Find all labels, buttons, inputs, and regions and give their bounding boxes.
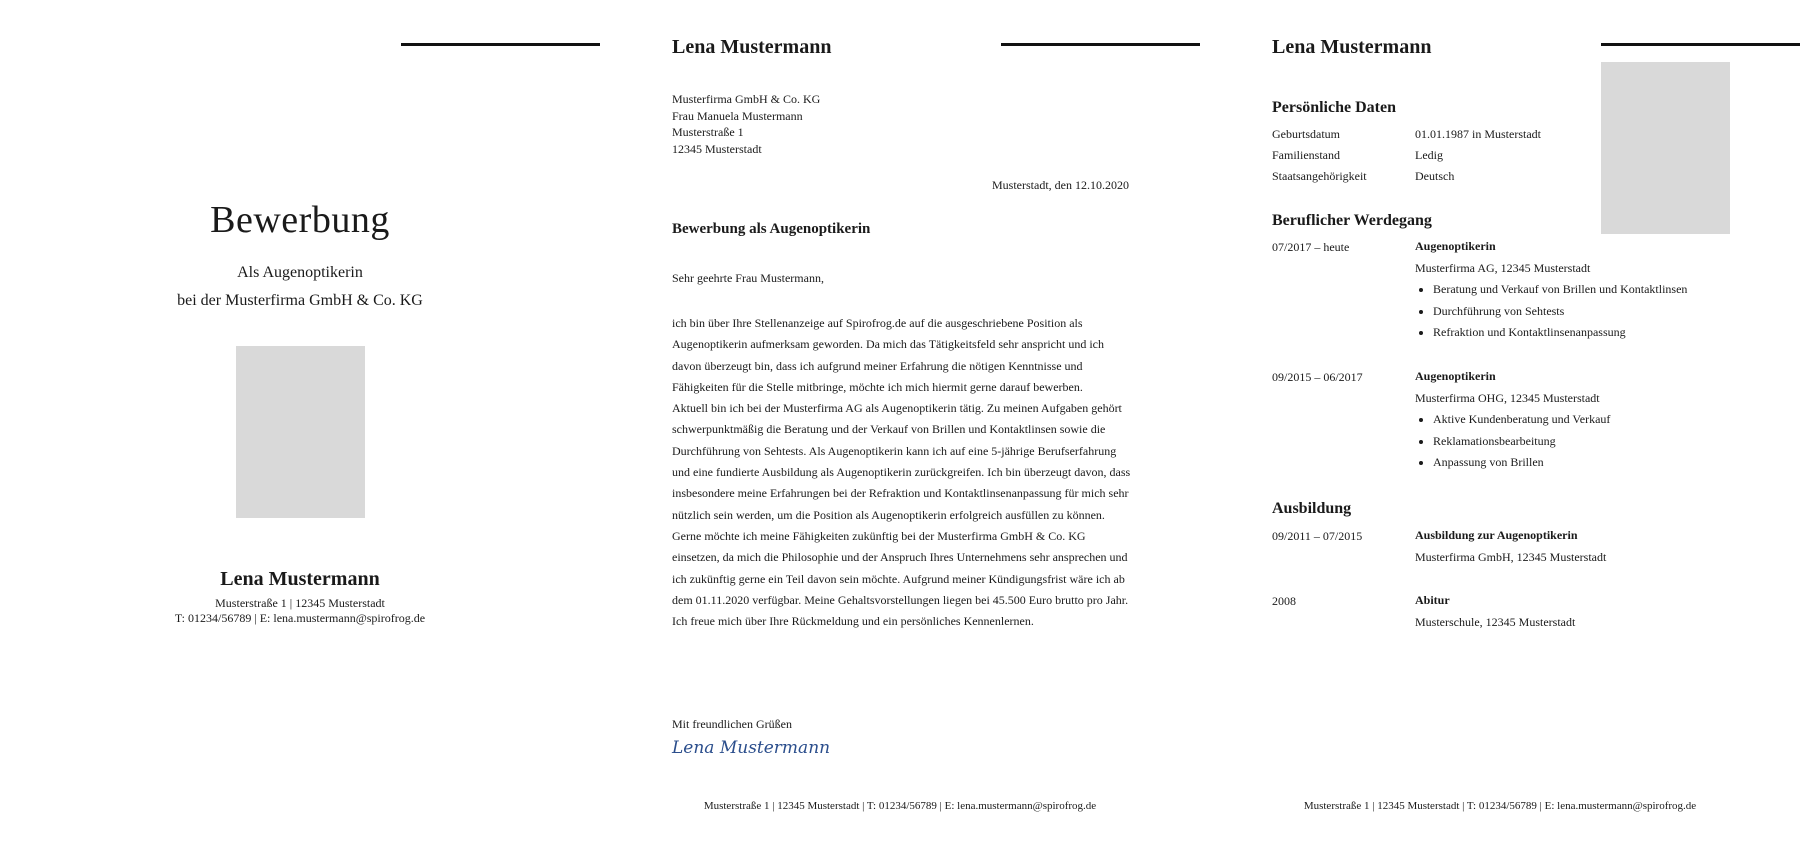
entry-detail — [1415, 590, 1735, 633]
letter-paragraph: ich bin über Ihre Stellenanzeige auf Spirofrog.de auf die ausgeschriebene Position als Augenoptikerin aufmerksam geworden. Da mich das Tätigkeitsfeld sehr anspricht und ich davon überzeugt bin, dass ich aufgrund meiner Erfahrung die nötigen Kenntnisse und Fähigkeiten für die Stelle mitbringe, möchte ich mich hiermit gerne darauf bewerben. — [672, 316, 1104, 394]
header-name: Lena Mustermann — [1272, 36, 1432, 58]
entry-company: Musterschule, 12345 Musterstadt — [1415, 614, 1576, 629]
cover-letter-page — [600, 0, 1200, 848]
recipient-line: Frau Manuela Mustermann — [672, 108, 803, 123]
cover-subtitle-position: Als Augenoptikerin — [237, 264, 363, 281]
entry-period: 07/2017 – heute — [1272, 240, 1350, 254]
letter-paragraph: Aktuell bin ich bei der Musterfirma AG als Augenoptikerin tätig. Zu meinen Aufgaben gehört schwerpunktmäßig die Beratung und der Verkauf von Brillen und Kontaktlinsen sowie die Durchführung von Sehtests. Als Augenoptikerin kann ich auf eine 5-jährige Berufserfahrung und eine fundierte Ausbildung als Augenoptikerin zurückgreifen. Ich bin überzeugt davon, dass insbesondere meine Erfahrungen bei der Refraktion und Kontaktlinsenanpassung für mich sehr nützlich sein werden, um die Position als Augenoptikerin erfolgreich ausfüllen zu können. — [672, 401, 1131, 522]
applicant-address: Musterstraße 1 | 12345 Musterstadt — [215, 596, 385, 610]
recipient-line: Musterstraße 1 — [672, 125, 744, 139]
entry-period: 09/2011 – 07/2015 — [1272, 529, 1363, 543]
entry-role: Abitur — [1415, 593, 1450, 607]
section-title-career: Beruflicher Werdegang — [1272, 212, 1432, 229]
applicant-name: Lena Mustermann — [220, 568, 380, 590]
task-item: • Durchführung von Sehtests — [1433, 301, 1735, 323]
recipient-line: 12345 Musterstadt — [672, 141, 762, 156]
section-title-education: Ausbildung — [1272, 500, 1352, 517]
row-value: 01.01.1987 in Musterstadt — [1415, 127, 1541, 141]
task-list — [1415, 279, 1735, 344]
entry-period: 09/2015 – 06/2017 — [1272, 370, 1363, 384]
letter-salutation: Sehr geehrte Frau Mustermann, — [672, 271, 824, 285]
entry-role: Augenoptikerin — [1415, 239, 1496, 253]
cover-page — [0, 0, 600, 848]
handwritten-signature: Lena Mustermann — [672, 738, 831, 758]
row-label: Geburtsdatum — [1272, 127, 1340, 141]
photo-placeholder — [236, 346, 365, 518]
cover-subtitle-company: bei der Musterfirma GmbH & Co. KG — [177, 292, 423, 309]
letter-subject: Bewerbung als Augenoptikerin — [672, 221, 871, 237]
letter-paragraph: Gerne möchte ich meine Fähigkeiten zukünftig bei der Musterfirma GmbH & Co. KG einsetzen, da mich die Philosophie und der Anspruch Ihres Unternehmens sehr ansprechen und ich zukünftig gerne ein Teil davon sein möchte. Aufgrund meiner Kündigungsfrist wäre ich ab dem 01.11.2020 verfügbar. Meine Gehaltsvorstellungen liegen bei 45.500 Euro brutto pro Jahr. Ich freue mich über Ihre Rückmeldung und ein persönliches Kennenlernen. — [672, 528, 1129, 629]
task-item: • Reklamationsbearbeitung — [1433, 431, 1735, 453]
recipient-line: Musterfirma GmbH & Co. KG — [672, 92, 821, 106]
recipient-address — [672, 91, 820, 157]
page-footer: Musterstraße 1 | 12345 Musterstadt | T: 01234/56789 | E: lena.mustermann@spirofrog.de — [703, 800, 1097, 812]
entry-role: Augenoptikerin — [1415, 369, 1496, 383]
row-value: Ledig — [1415, 148, 1443, 162]
applicant-contact: T: 01234/56789 | E: lena.mustermann@spirofrog.de — [174, 611, 426, 625]
header-rule — [1001, 43, 1200, 46]
task-item: • Beratung und Verkauf von Brillen und Kontaktlinsen — [1433, 279, 1735, 301]
entry-company: Musterfirma GmbH, 12345 Musterstadt — [1415, 549, 1607, 564]
row-label: Familienstand — [1272, 148, 1340, 162]
header-name: Lena Mustermann — [672, 36, 832, 58]
task-item: • Refraktion und Kontaktlinsenanpassung — [1433, 322, 1735, 344]
task-item: • Anpassung von Brillen — [1433, 452, 1735, 474]
entry-detail — [1415, 236, 1735, 344]
photo-placeholder — [1601, 62, 1730, 234]
letter-closing: Mit freundlichen Grüßen — [672, 717, 792, 731]
header-rule — [401, 43, 600, 46]
row-label: Staatsangehörigkeit — [1272, 169, 1367, 183]
entry-detail — [1415, 525, 1735, 568]
letter-date: Musterstadt, den 12.10.2020 — [992, 178, 1129, 192]
entry-period: 2008 — [1272, 594, 1296, 608]
task-item: • Aktive Kundenberatung und Verkauf — [1433, 409, 1735, 431]
entry-role: Ausbildung zur Augenoptikerin — [1415, 528, 1578, 542]
cv-page — [1200, 0, 1800, 848]
row-value: Deutsch — [1415, 169, 1455, 183]
entry-company: Musterfirma AG, 12345 Musterstadt — [1415, 260, 1591, 275]
page-footer: Musterstraße 1 | 12345 Musterstadt | T: 01234/56789 | E: lena.mustermann@spirofrog.de — [1303, 800, 1697, 812]
entry-detail — [1415, 366, 1735, 474]
section-title-personal: Persönliche Daten — [1272, 99, 1396, 116]
task-list — [1415, 409, 1735, 474]
letter-body — [672, 313, 1132, 632]
cover-title: Bewerbung — [210, 199, 390, 241]
header-rule — [1601, 43, 1800, 46]
entry-company: Musterfirma OHG, 12345 Musterstadt — [1415, 390, 1600, 405]
